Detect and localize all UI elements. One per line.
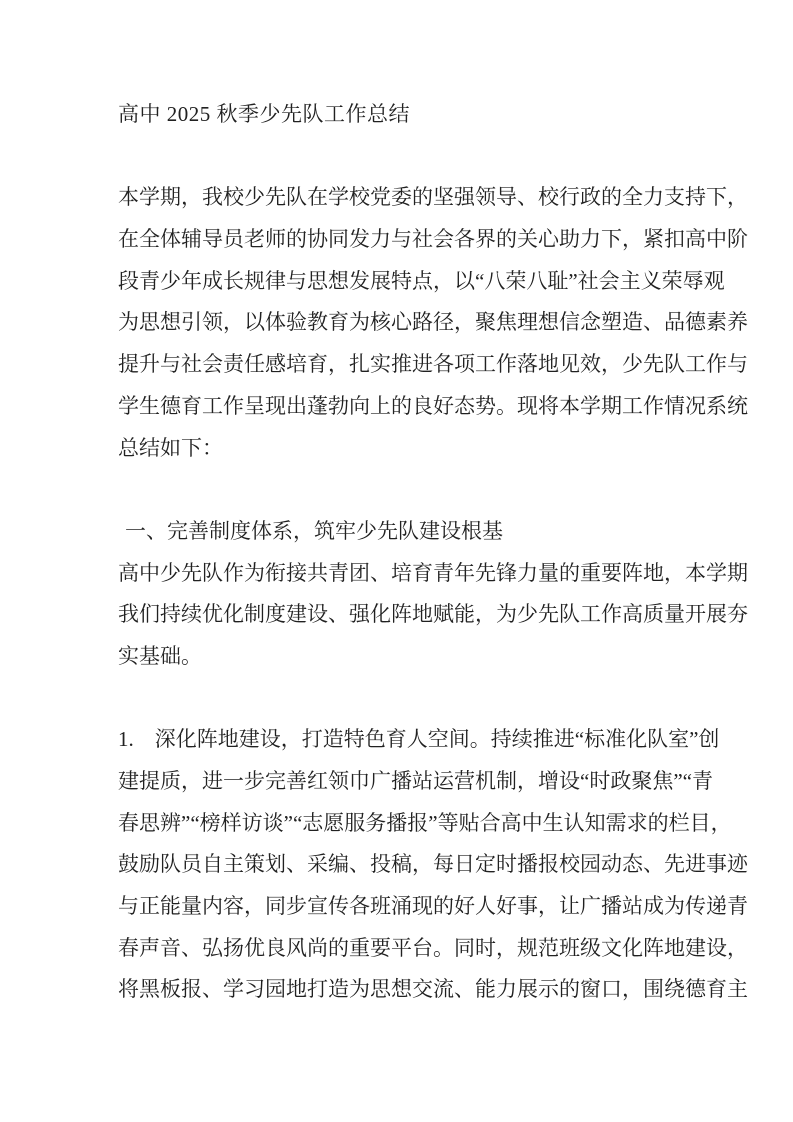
intro-paragraph bbox=[118, 177, 748, 469]
text-line: 学生德育工作呈现出蓬勃向上的良好态势。现将本学期工作情况系统 bbox=[118, 393, 748, 418]
text-line: 高中少先队作为衔接共青团、培育青年先锋力量的重要阵地，本学期 bbox=[118, 560, 748, 585]
text-line: 在全体辅导员老师的协同发力与社会各界的关心助力下，紧扣高中阶 bbox=[118, 227, 748, 252]
text-line: 高中 2025 秋季少先队工作总结 bbox=[118, 102, 410, 126]
text-line: 段青少年成长规律与思想发展特点，以“八荣八耻”社会主义荣辱观 bbox=[118, 268, 725, 293]
text-line: 我们持续优化制度建设、强化阵地赋能，为少先队工作高质量开展夯 bbox=[118, 602, 748, 627]
numbered-item-1-paragraph bbox=[118, 719, 748, 1011]
text-line: 一、完善制度体系，筑牢少先队建设根基 bbox=[125, 518, 503, 543]
text-line: 与正能量内容，同步宣传各班涌现的好人好事，让广播站成为传递青 bbox=[118, 894, 748, 919]
text-line: 春声音、弘扬优良风尚的重要平台。同时，规范班级文化阵地建设， bbox=[118, 935, 748, 960]
text-line: 鼓励队员自主策划、采编、投稿，每日定时播报校园动态、先进事迹 bbox=[118, 852, 748, 877]
document-content bbox=[118, 94, 748, 1011]
section-heading-1 bbox=[118, 511, 678, 553]
text-line: 实基础。 bbox=[118, 643, 202, 668]
section-1-lead-paragraph bbox=[118, 553, 748, 678]
text-line: 为思想引领，以体验教育为核心路径，聚焦理想信念塑造、品德素养 bbox=[118, 310, 748, 335]
document-title bbox=[118, 94, 678, 136]
text-line: 将黑板报、学习园地打造为思想交流、能力展示的窗口，围绕德育主 bbox=[118, 977, 748, 1002]
text-line: 总结如下： bbox=[118, 435, 223, 460]
text-line: 春思辨”“榜样访谈”“志愿服务播报”等贴合高中生认知需求的栏目， bbox=[118, 810, 732, 835]
text-line: 提升与社会责任感培育，扎实推进各项工作落地见效，少先队工作与 bbox=[118, 352, 748, 377]
text-line: 1. 深化阵地建设，打造特色育人空间。持续推进“标准化队室”创 bbox=[118, 727, 720, 752]
text-line: 本学期，我校少先队在学校党委的坚强领导、校行政的全力支持下， bbox=[118, 185, 748, 210]
text-line: 建提质，进一步完善红领巾广播站运营机制，增设“时政聚焦”“青 bbox=[118, 769, 713, 793]
